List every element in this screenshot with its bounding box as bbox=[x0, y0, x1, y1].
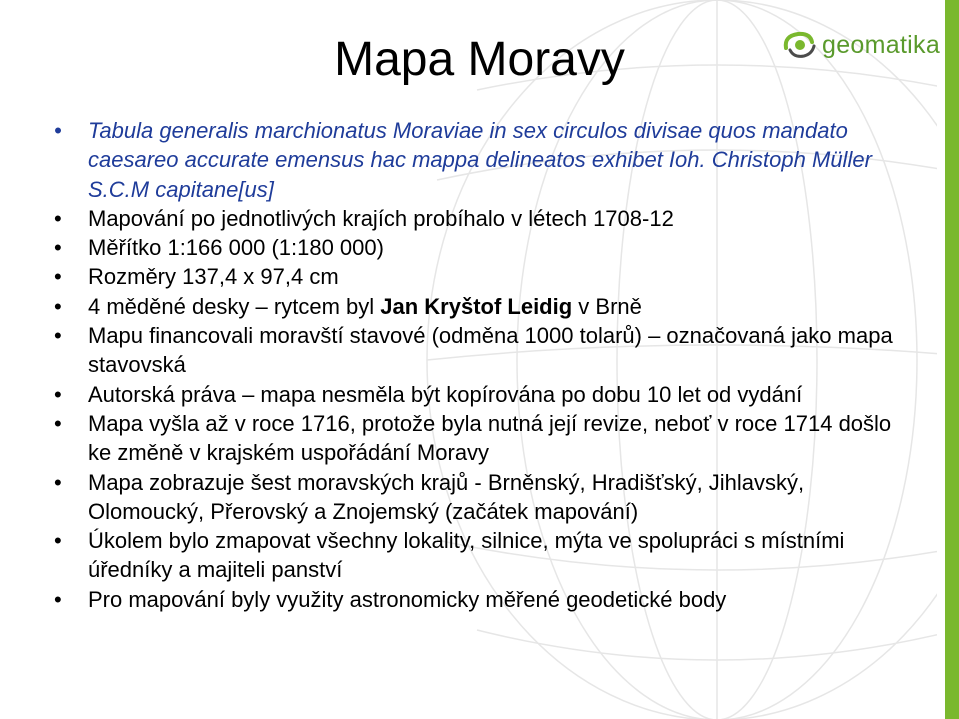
bullet-item-geodetic-points: • Pro mapování byly využity astronomicky měřené geodetické body bbox=[52, 585, 912, 614]
bullet-list bbox=[52, 116, 912, 614]
bullet-item-scale: • Měřítko 1:166 000 (1:180 000) bbox=[52, 233, 912, 262]
engraver-name: Jan Kryštof Leidig bbox=[380, 293, 573, 319]
copper-plates-location: v Brně bbox=[572, 293, 642, 319]
copper-plates-text: 4 měděné desky – rytcem byl bbox=[88, 293, 381, 319]
logo-text: geomatika bbox=[822, 30, 941, 59]
bullet-item-dimensions: • Rozměry 137,4 x 97,4 cm bbox=[52, 262, 912, 291]
bullet-item-copper-plates bbox=[52, 292, 912, 321]
bullet-item-copyright: • Autorská práva – mapa nesměla být kopírována po dobu 10 let od vydání bbox=[52, 380, 912, 409]
page-title: Mapa Moravy bbox=[334, 33, 625, 86]
bullet-item-latin-title: • Tabula generalis marchionatus Moraviae in sex circulos divisae quos mandato caesareo accurate emensus hac mappa delineatos exhibet Ioh. Christoph Müller S.C.M capitane[us] bbox=[52, 116, 912, 204]
bullet-item-financing: • Mapu financovali moravští stavové (odměna 1000 tolarů) – označovaná jako mapa stavovská bbox=[52, 321, 912, 380]
bullet-item-regions: • Mapa zobrazuje šest moravských krajů - Brněnský, Hradišťský, Jihlavský, Olomoucký, Přerovský a Znojemský (začátek mapování) bbox=[52, 468, 912, 527]
bullet-item-task: • Úkolem bylo zmapovat všechny lokality, silnice, mýta ve spolupráci s místními úředníky a majiteli panství bbox=[52, 526, 912, 585]
accent-side-bar bbox=[945, 0, 959, 719]
bullet-item-publication: • Mapa vyšla až v roce 1716, protože byla nutná její revize, neboť v roce 1714 došlo ke změně v krajském uspořádání Moravy bbox=[52, 409, 912, 468]
bullet-item-mapping-period: • Mapování po jednotlivých krajích probíhalo v létech 1708-12 bbox=[52, 204, 912, 233]
